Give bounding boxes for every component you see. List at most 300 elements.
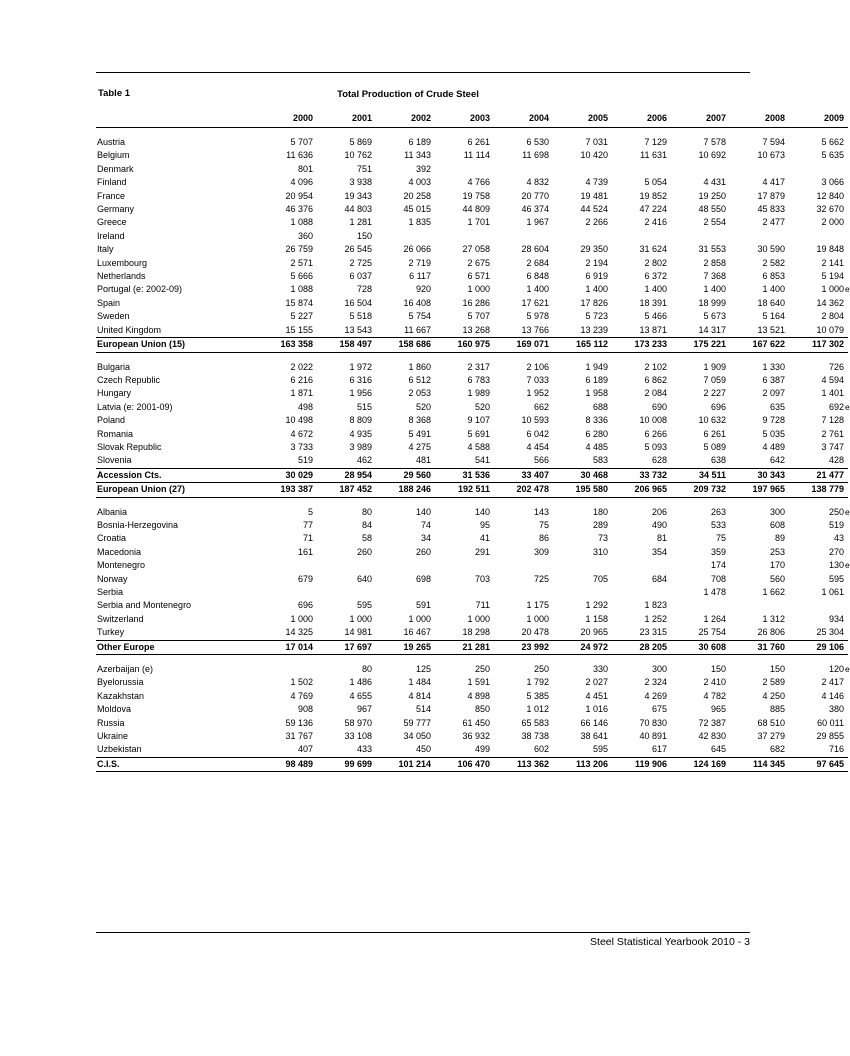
- production-value: 1 967: [526, 217, 549, 228]
- production-value: 2 194: [585, 257, 608, 268]
- production-value: [608, 586, 667, 599]
- production-value: 1 330: [762, 361, 785, 372]
- production-value: 48 550: [698, 204, 726, 215]
- production-value: 1 400: [644, 284, 667, 295]
- production-value: 44 524: [580, 204, 608, 215]
- production-value: 70 830: [639, 717, 667, 728]
- production-value: 30 608: [698, 641, 726, 652]
- production-value: 682: [769, 744, 785, 755]
- production-value: 26 545: [344, 244, 372, 255]
- production-value: 4 766: [467, 177, 490, 188]
- production-value: 2 802: [644, 257, 667, 268]
- country-row: [96, 532, 848, 545]
- production-value: 1 591: [467, 677, 490, 688]
- production-value: 165 112: [575, 339, 608, 350]
- production-value: 10 762: [344, 150, 372, 161]
- year-header: 2005: [587, 113, 608, 123]
- production-value: 1 860: [408, 361, 431, 372]
- production-value: 2 410: [703, 677, 726, 688]
- production-value: 1 484: [408, 677, 431, 688]
- production-value: 7 059: [703, 374, 726, 385]
- production-value: 310: [592, 546, 608, 557]
- country-name: Belgium: [97, 150, 130, 161]
- production-value: 97 645: [816, 758, 844, 769]
- production-value: 99 699: [344, 758, 372, 769]
- production-value: 10 593: [521, 415, 549, 426]
- production-value: 289: [592, 519, 608, 530]
- production-value: 14 317: [698, 324, 726, 335]
- production-value: 5 673: [703, 311, 726, 322]
- production-value: 195 580: [575, 484, 608, 495]
- country-name: Italy: [97, 244, 114, 255]
- estimate-flag: [844, 216, 848, 229]
- production-value: [549, 163, 608, 176]
- production-value: 59 136: [285, 717, 313, 728]
- country-name: Germany: [97, 204, 135, 215]
- year-header: 2009: [823, 113, 844, 123]
- production-value: 4 588: [467, 441, 490, 452]
- production-value: 26 066: [403, 244, 431, 255]
- estimate-flag: [844, 483, 848, 497]
- production-value: 514: [415, 704, 431, 715]
- production-value: 202 478: [516, 484, 549, 495]
- year-header: 2003: [469, 113, 490, 123]
- production-value: 113 206: [575, 758, 608, 769]
- production-value: 74: [420, 519, 431, 530]
- estimate-flag: [844, 546, 848, 559]
- production-value: 3 733: [290, 441, 313, 452]
- estimate-flag: [844, 717, 848, 730]
- flag-header: [844, 112, 848, 128]
- country-name: Kazakhstan: [97, 690, 145, 701]
- production-value: 595: [828, 573, 844, 584]
- production-value: 7 578: [703, 137, 726, 147]
- production-value: 71: [302, 533, 313, 544]
- production-value: 6 848: [526, 271, 549, 282]
- production-value: 2 000: [821, 217, 844, 228]
- production-value: 7 594: [762, 137, 785, 147]
- production-value: 1 989: [467, 388, 490, 399]
- country-name: Bosnia-Herzegovina: [97, 519, 179, 530]
- production-value: 7 368: [703, 271, 726, 282]
- estimate-flag: [844, 599, 848, 612]
- production-value: 23 992: [521, 641, 549, 652]
- production-value: 360: [297, 230, 313, 241]
- production-value: 14 981: [344, 627, 372, 638]
- production-value: 1 088: [290, 284, 313, 295]
- production-value: 19 343: [344, 190, 372, 201]
- production-value: 6 117: [409, 271, 431, 282]
- production-value: 5 227: [290, 311, 313, 322]
- production-value: 170: [769, 560, 785, 571]
- production-value: 31 760: [757, 641, 785, 652]
- production-value: 1 000: [526, 613, 549, 624]
- production-value: 5 035: [762, 428, 785, 439]
- estimate-flag: [844, 613, 848, 626]
- production-value: 640: [356, 573, 372, 584]
- production-value: 967: [356, 704, 372, 715]
- production-value: 2 477: [762, 217, 785, 228]
- production-value: 163 358: [280, 339, 313, 350]
- production-value: 354: [651, 546, 667, 557]
- production-value: 95: [479, 519, 490, 530]
- production-value: 5 662: [821, 137, 844, 147]
- production-value: 10 079: [816, 324, 844, 335]
- production-value: 197 965: [752, 484, 785, 495]
- production-value: 31 536: [462, 469, 490, 480]
- production-value: 595: [592, 744, 608, 755]
- estimate-flag: [844, 640, 848, 654]
- production-value: 17 621: [521, 297, 549, 308]
- production-value: 6 862: [644, 374, 667, 385]
- country-row: [96, 613, 848, 626]
- production-value: 1 792: [526, 677, 549, 688]
- total-label: C.I.S.: [97, 758, 120, 769]
- total-label: Other Europe: [97, 641, 155, 652]
- production-value: 595: [356, 600, 372, 611]
- production-value: 850: [474, 704, 490, 715]
- production-value: 124 169: [693, 758, 726, 769]
- production-value: 188 246: [398, 484, 431, 495]
- production-value: 31 767: [285, 731, 313, 742]
- production-value: 2 761: [821, 428, 844, 439]
- country-name: Serbia: [97, 587, 124, 597]
- country-row: [96, 270, 848, 283]
- production-value: 7 033: [526, 374, 549, 385]
- production-value: 490: [651, 519, 667, 530]
- production-value: 4 250: [762, 690, 785, 701]
- estimate-flag: [844, 270, 848, 283]
- production-value: 13 543: [344, 324, 372, 335]
- production-value: 8 809: [349, 415, 372, 426]
- production-value: 26 806: [757, 627, 785, 638]
- country-name: Azerbaijan (e): [97, 664, 154, 675]
- production-value: 17 826: [580, 297, 608, 308]
- production-value: 28 205: [639, 641, 667, 652]
- estimate-flag: [844, 743, 848, 757]
- production-value: 192 511: [457, 484, 490, 495]
- country-name: Latvia (e: 2001-09): [97, 401, 173, 412]
- production-value: [785, 163, 844, 176]
- production-value: 169 071: [516, 339, 549, 350]
- production-value: 1 000: [290, 613, 313, 624]
- production-value: 2 266: [585, 217, 608, 228]
- production-value: 1 701: [467, 217, 490, 228]
- total-row: [96, 483, 848, 497]
- estimate-flag: [844, 361, 848, 374]
- production-value: 38 738: [521, 731, 549, 742]
- country-row: [96, 163, 848, 176]
- production-value: 4 769: [290, 690, 313, 701]
- production-value: [667, 230, 726, 243]
- country-row: [96, 428, 848, 441]
- production-value: 106 470: [457, 758, 490, 769]
- production-value: [313, 586, 372, 599]
- production-value: 4 485: [585, 441, 608, 452]
- production-value: [608, 163, 667, 176]
- production-value: [254, 559, 313, 572]
- production-value: 187 452: [339, 484, 372, 495]
- production-value: 5 754: [408, 311, 431, 322]
- production-value: 2 858: [703, 257, 726, 268]
- production-value: 31 553: [698, 244, 726, 255]
- estimate-flag: [844, 468, 848, 482]
- production-value: 77: [302, 519, 313, 530]
- total-row: [96, 338, 848, 352]
- production-value: 5 869: [349, 137, 372, 147]
- estimate-flag: [844, 297, 848, 310]
- production-value: 965: [710, 704, 726, 715]
- country-row: [96, 361, 848, 374]
- year-header: 2004: [528, 113, 549, 123]
- production-value: 696: [297, 600, 313, 611]
- production-value: 33 407: [521, 469, 549, 480]
- production-value: 499: [474, 744, 490, 755]
- country-name: Portugal (e: 2002-09): [97, 284, 183, 295]
- production-value: 20 770: [521, 190, 549, 201]
- country-row: [96, 441, 848, 454]
- production-value: 1 264: [703, 613, 726, 624]
- production-value: 138 779: [811, 484, 844, 495]
- production-value: 2 675: [467, 257, 490, 268]
- production-value: 1 061: [821, 587, 844, 597]
- production-value: 6 216: [290, 374, 313, 385]
- production-value: 19 265: [403, 641, 431, 652]
- production-value: 40 891: [639, 731, 667, 742]
- estimate-flag: [844, 136, 848, 149]
- production-value: 75: [715, 533, 726, 544]
- production-value: 2 141: [821, 257, 844, 268]
- production-value: 45 833: [757, 204, 785, 215]
- country-row: [96, 663, 848, 676]
- estimate-flag: [844, 586, 848, 599]
- production-value: 263: [710, 506, 726, 517]
- estimate-flag: [844, 203, 848, 216]
- total-row: [96, 757, 848, 771]
- production-value: 5 691: [467, 428, 490, 439]
- production-value: [254, 586, 313, 599]
- production-value: 520: [415, 401, 431, 412]
- production-value: 17 697: [344, 641, 372, 652]
- production-value: 1 502: [290, 677, 313, 688]
- production-value: 726: [828, 361, 844, 372]
- country-name: Spain: [97, 297, 121, 308]
- production-value: 81: [656, 533, 667, 544]
- production-value: 1 952: [526, 388, 549, 399]
- production-value: 80: [361, 664, 372, 675]
- production-value: 6 261: [467, 137, 490, 147]
- production-value: 21 477: [816, 469, 844, 480]
- production-value: 5 385: [526, 690, 549, 701]
- country-row: [96, 546, 848, 559]
- production-value: 7 031: [585, 137, 608, 147]
- production-value: 47 224: [639, 204, 667, 215]
- country-name: Romania: [97, 428, 134, 439]
- estimate-flag: [844, 387, 848, 400]
- country-row: [96, 387, 848, 400]
- production-value: 167 622: [752, 339, 785, 350]
- production-value: 120: [828, 664, 844, 675]
- spacer-row: [96, 352, 848, 361]
- production-value: 18 391: [639, 297, 667, 308]
- production-value: 72 387: [698, 717, 726, 728]
- production-value: [549, 230, 608, 243]
- production-value: 2 022: [290, 361, 313, 372]
- production-value: 84: [361, 519, 372, 530]
- production-value: 4 417: [762, 177, 785, 188]
- production-value: 250: [828, 506, 844, 517]
- country-row: [96, 149, 848, 162]
- estimate-flag: e: [845, 284, 850, 295]
- production-value: 4 275: [408, 441, 431, 452]
- estimate-flag: [844, 454, 848, 468]
- production-value: 6 372: [644, 271, 667, 282]
- spacer-row: [96, 655, 848, 664]
- production-value: 1 972: [349, 361, 372, 372]
- production-value: 2 725: [349, 257, 372, 268]
- production-value: [372, 230, 431, 243]
- production-value: 2 589: [762, 677, 785, 688]
- production-value: 44 809: [462, 204, 490, 215]
- production-value: 119 906: [634, 758, 667, 769]
- production-value: 37 279: [757, 731, 785, 742]
- production-value: 270: [828, 546, 844, 557]
- production-value: 5 707: [467, 311, 490, 322]
- country-row: [96, 743, 848, 757]
- production-value: 4 739: [585, 177, 608, 188]
- production-value: 45 015: [403, 204, 431, 215]
- production-value: 10 673: [757, 150, 785, 161]
- production-value: 113 362: [516, 758, 549, 769]
- production-value: 6 316: [349, 374, 372, 385]
- production-value: 140: [415, 506, 431, 517]
- production-value: 566: [533, 455, 549, 466]
- production-value: 17 014: [285, 641, 313, 652]
- production-value: 27 058: [462, 244, 490, 255]
- country-row: [96, 717, 848, 730]
- country-name: Luxembourg: [97, 257, 148, 268]
- year-header-row: [96, 112, 848, 128]
- production-value: 690: [651, 401, 667, 412]
- production-value: 2 719: [408, 257, 431, 268]
- country-row: [96, 414, 848, 427]
- production-value: 380: [828, 704, 844, 715]
- production-value: 6 783: [467, 374, 490, 385]
- production-value: 908: [297, 704, 313, 715]
- production-value: 209 732: [693, 484, 726, 495]
- production-value: 6 853: [762, 271, 785, 282]
- country-name: Slovenia: [97, 455, 132, 466]
- production-value: 4 594: [821, 374, 844, 385]
- estimate-flag: [844, 163, 848, 176]
- header-corner: [96, 112, 254, 128]
- production-value: 5 518: [349, 311, 372, 322]
- production-value: [372, 586, 431, 599]
- production-value: 2 084: [644, 388, 667, 399]
- production-value: 462: [356, 455, 372, 466]
- total-row: [96, 468, 848, 482]
- production-value: 1 909: [703, 361, 726, 372]
- estimate-flag: [844, 573, 848, 586]
- production-value: 10 420: [580, 150, 608, 161]
- country-name: Serbia and Montenegro: [97, 600, 192, 611]
- production-value: 2 324: [644, 677, 667, 688]
- production-value: 73: [597, 533, 608, 544]
- country-row: [96, 599, 848, 612]
- country-name: Sweden: [97, 311, 130, 322]
- production-value: 688: [592, 401, 608, 412]
- production-value: 19 758: [462, 190, 490, 201]
- top-rule: [96, 72, 750, 73]
- production-value: 13 766: [521, 324, 549, 335]
- production-value: 751: [356, 163, 372, 174]
- production-value: 10 008: [639, 415, 667, 426]
- production-value: 43: [833, 533, 844, 544]
- production-value: 433: [356, 744, 372, 755]
- production-value: 19 481: [580, 190, 608, 201]
- production-value: 58: [361, 533, 372, 544]
- production-value: 3 066: [821, 177, 844, 188]
- production-value: 6 512: [408, 374, 431, 385]
- production-value: 44 803: [344, 204, 372, 215]
- production-value: 5 723: [585, 311, 608, 322]
- production-value: 11 667: [404, 324, 431, 335]
- production-value: 16 504: [344, 297, 372, 308]
- estimate-flag: [844, 230, 848, 243]
- estimate-flag: [844, 532, 848, 545]
- production-value: 250: [474, 664, 490, 675]
- production-value: 13 871: [639, 324, 667, 335]
- production-value: 158 497: [339, 339, 372, 350]
- production-value: 5 978: [526, 311, 549, 322]
- estimate-flag: e: [845, 401, 850, 412]
- production-value: 1 871: [290, 388, 313, 399]
- production-value: [372, 559, 431, 572]
- production-value: 515: [356, 401, 372, 412]
- estimate-flag: [844, 414, 848, 427]
- production-value: 679: [297, 573, 313, 584]
- production-value: 6 280: [585, 428, 608, 439]
- country-name: Turkey: [97, 627, 125, 638]
- production-value: [726, 599, 785, 612]
- production-value: 89: [774, 533, 785, 544]
- total-row: [96, 640, 848, 654]
- production-value: 1 400: [526, 284, 549, 295]
- country-row: [96, 559, 848, 572]
- production-value: 5 707: [290, 137, 313, 147]
- production-value: 6 189: [408, 137, 431, 147]
- production-value: 1 000: [349, 613, 372, 624]
- estimate-flag: [844, 149, 848, 162]
- year-header: 2007: [705, 113, 726, 123]
- production-value: 193 387: [280, 484, 313, 495]
- production-value: 173 233: [634, 339, 667, 350]
- production-value: 29 560: [403, 469, 431, 480]
- production-value: 250: [533, 664, 549, 675]
- country-name: Poland: [97, 415, 126, 426]
- country-name: Ireland: [97, 230, 125, 241]
- production-value: 5 194: [821, 271, 844, 282]
- production-value: 86: [538, 533, 549, 544]
- production-value: 41: [479, 533, 490, 544]
- production-value: 520: [474, 401, 490, 412]
- production-value: 934: [828, 613, 844, 624]
- production-value: 20 954: [285, 190, 313, 201]
- country-row: [96, 310, 848, 323]
- production-value: [431, 163, 490, 176]
- production-value: 28 604: [521, 244, 549, 255]
- production-value: 6 189: [585, 374, 608, 385]
